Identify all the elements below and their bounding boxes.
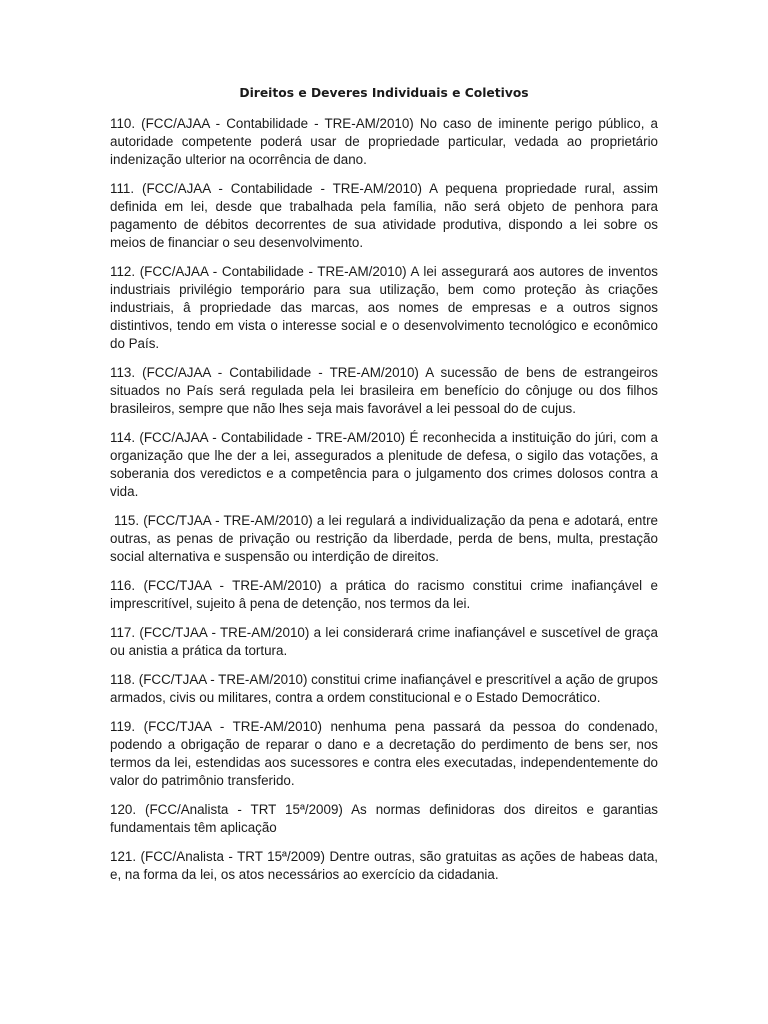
question-113: 113. (FCC/AJAA - Contabilidade - TRE-AM/2010) A sucessão de bens de estrangeiros situados no País será regulada pela lei brasileira em benefício do cônjuge ou dos filhos brasileiros, sempre que não lhes seja mais favorável a lei pessoal do de cujus. (110, 365, 658, 417)
question-115: 115. (FCC/TJAA - TRE-AM/2010) a lei regulará a individualização da pena e adotará, entre outras, as penas de privação ou restrição da liberdade, perda de bens, multa, prestação social alternativa e suspensão ou interdição de direitos. (110, 513, 658, 565)
document-title: Direitos e Deveres Individuais e Coletivos (239, 86, 529, 100)
question-110: 110. (FCC/AJAA - Contabilidade - TRE-AM/2010) No caso de iminente perigo público, a autoridade competente poderá usar de propriedade particular, vedada ao proprietário indenização ulterior na ocorrência de dano. (110, 116, 658, 168)
document-page (110, 84, 658, 895)
question-120: 120. (FCC/Analista - TRT 15ª/2009) As normas definidoras dos direitos e garantias fundamentais têm aplicação (110, 801, 658, 835)
question-111: 111. (FCC/AJAA - Contabilidade - TRE-AM/2010) A pequena propriedade rural, assim definida em lei, desde que trabalhada pela família, não será objeto de penhora para pagamento de débitos decorrentes de sua atividade produtiva, dispondo a lei sobre os meios de financiar o seu desenvolvimento. (110, 180, 658, 251)
question-112: 112. (FCC/AJAA - Contabilidade - TRE-AM/2010) A lei assegurará aos autores de inventos industriais privilégio temporário para sua utilização, bem como proteção às criações industriais, â propriedade das marcas, aos nomes de empresas e a outros signos distintivos, tendo em vista o interesse social e o desenvolvimento tecnológico e econômico do País. (110, 264, 658, 352)
question-117: 117. (FCC/TJAA - TRE-AM/2010) a lei considerará crime inafiançável e suscetível de graça ou anistia a prática da tortura. (110, 625, 658, 659)
question-118: 118. (FCC/TJAA - TRE-AM/2010) constitui crime inafiançável e prescritível a ação de grupos armados, civis ou militares, contra a ordem constitucional e o Estado Democrático. (110, 671, 659, 706)
question-116: 116. (FCC/TJAA - TRE-AM/2010) a prática do racismo constitui crime inafiançável e imprescritível, sujeito â pena de detenção, nos termos da lei. (110, 578, 658, 612)
question-119: 119. (FCC/TJAA - TRE-AM/2010) nenhuma pena passará da pessoa do condenado, podendo a obrigação de reparar o dano e a decretação do perdimento de bens ser, nos termos da lei, estendidas aos sucessores e contra eles executadas, independentemente do valor do patrimônio transferido. (110, 718, 658, 789)
question-121: 121. (FCC/Analista - TRT 15ª/2009) Dentre outras, são gratuitas as ações de habeas data, e, na forma da lei, os atos necessários ao exercício da cidadania. (110, 848, 658, 882)
question-114: 114. (FCC/AJAA - Contabilidade - TRE-AM/2010) É reconhecida a instituição do júri, com a organização que lhe der a lei, assegurados a plenitude de defesa, o sigilo das votações, a soberania dos veredictos e a competência para o julgamento dos crimes dolosos contra a vida. (110, 430, 658, 500)
